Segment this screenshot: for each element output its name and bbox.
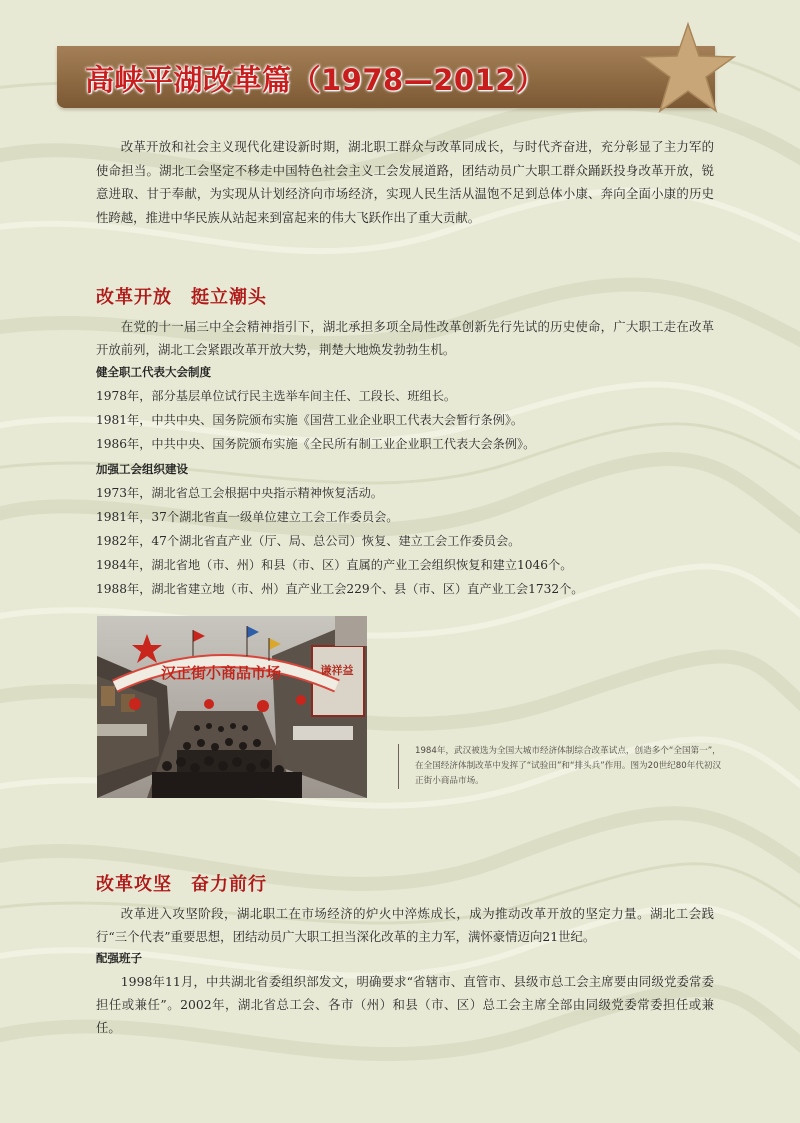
photo-caption: 1984年，武汉被选为全国大城市经济体制综合改革试点，创造多个“全国第一”，在全国经济体制改革中发挥了“试验田”和“排头兵”作用。图为20世纪80年代初汉正街小商品市场。 xyxy=(398,744,725,789)
leadership-paragraph: 1998年11月，中共湖北省委组织部发文，明确要求“省辖市、直管市、县级市总工会主席要由同级党委常委担任或兼任”。2002年，湖北省总工会、各市（州）和县（市、区）总工会主席全部由同级党委常委担任或兼任。 xyxy=(96,974,714,1035)
list-item: 1988年，湖北省建立地（市、州）直产业工会229个、县（市、区）直产业工会1732个。 xyxy=(96,582,584,596)
list-item: 1984年，湖北省地（市、州）和县（市、区）直属的产业工会组织恢复和建立1046个。 xyxy=(96,558,573,572)
list-item: 1981年，37个湖北省直一级单位建立工会工作委员会。 xyxy=(96,510,399,524)
subhead-leadership: 配强班子 xyxy=(96,951,142,965)
shop-sign: 谦祥益 xyxy=(320,664,354,677)
section1-paragraph: 在党的十一届三中全会精神指引下，湖北承担多项全局性改革创新先行先试的历史使命，广大职工走在改革开放前列，湖北工会紧跟改革开放大势，荆楚大地焕发勃勃生机。 xyxy=(96,319,714,357)
page-title: 高峡平湖改革篇（1978—2012） xyxy=(85,63,546,97)
subhead-union-organization: 加强工会组织建设 xyxy=(96,462,188,476)
intro-paragraph: 改革开放和社会主义现代化建设新时期，湖北职工群众与改革同成长，与时代齐奋进，充分彰显了主力军的使命担当。湖北工会坚定不移走中国特色社会主义工会发展道路，团结动员广大职工群众踊跃投身改革开放，锐意进取、甘于奉献，为实现从计划经济向市场经济，实现人民生活从温饱不足到总体小康、奔向全面小康的历史性跨越，推进中华民族从站起来到富起来的伟大飞跃作出了重大贡献。 xyxy=(96,139,714,225)
market-photo xyxy=(97,616,367,798)
list-item: 1982年，47个湖北省直产业（厅、局、总公司）恢复、建立工会工作委员会。 xyxy=(96,534,521,548)
title-banner xyxy=(57,46,715,108)
list-item: 1981年，中共中央、国务院颁布实施《国营工业企业职工代表大会暂行条例》。 xyxy=(96,413,524,427)
section-title-reform-breakthrough: 改革攻坚 奋力前行 xyxy=(96,874,267,895)
star-icon xyxy=(640,22,736,114)
list-item: 1986年，中共中央、国务院颁布实施《全民所有制工业企业职工代表大会条例》。 xyxy=(96,437,536,451)
subhead-workers-congress: 健全职工代表大会制度 xyxy=(96,365,211,379)
section-title-reform-opening: 改革开放 挺立潮头 xyxy=(96,287,267,308)
arch-sign: 汉正街小商品市场 xyxy=(160,664,282,682)
section2-paragraph: 改革进入攻坚阶段，湖北职工在市场经济的炉火中淬炼成长，成为推动改革开放的坚定力量。湖北工会践行“三个代表”重要思想，团结动员广大职工担当深化改革的主力军，满怀豪情迈向21世纪。 xyxy=(96,906,714,944)
list-item: 1973年，湖北省总工会根据中央指示精神恢复活动。 xyxy=(96,486,383,500)
list-item: 1978年，部分基层单位试行民主选举车间主任、工段长、班组长。 xyxy=(96,389,457,403)
